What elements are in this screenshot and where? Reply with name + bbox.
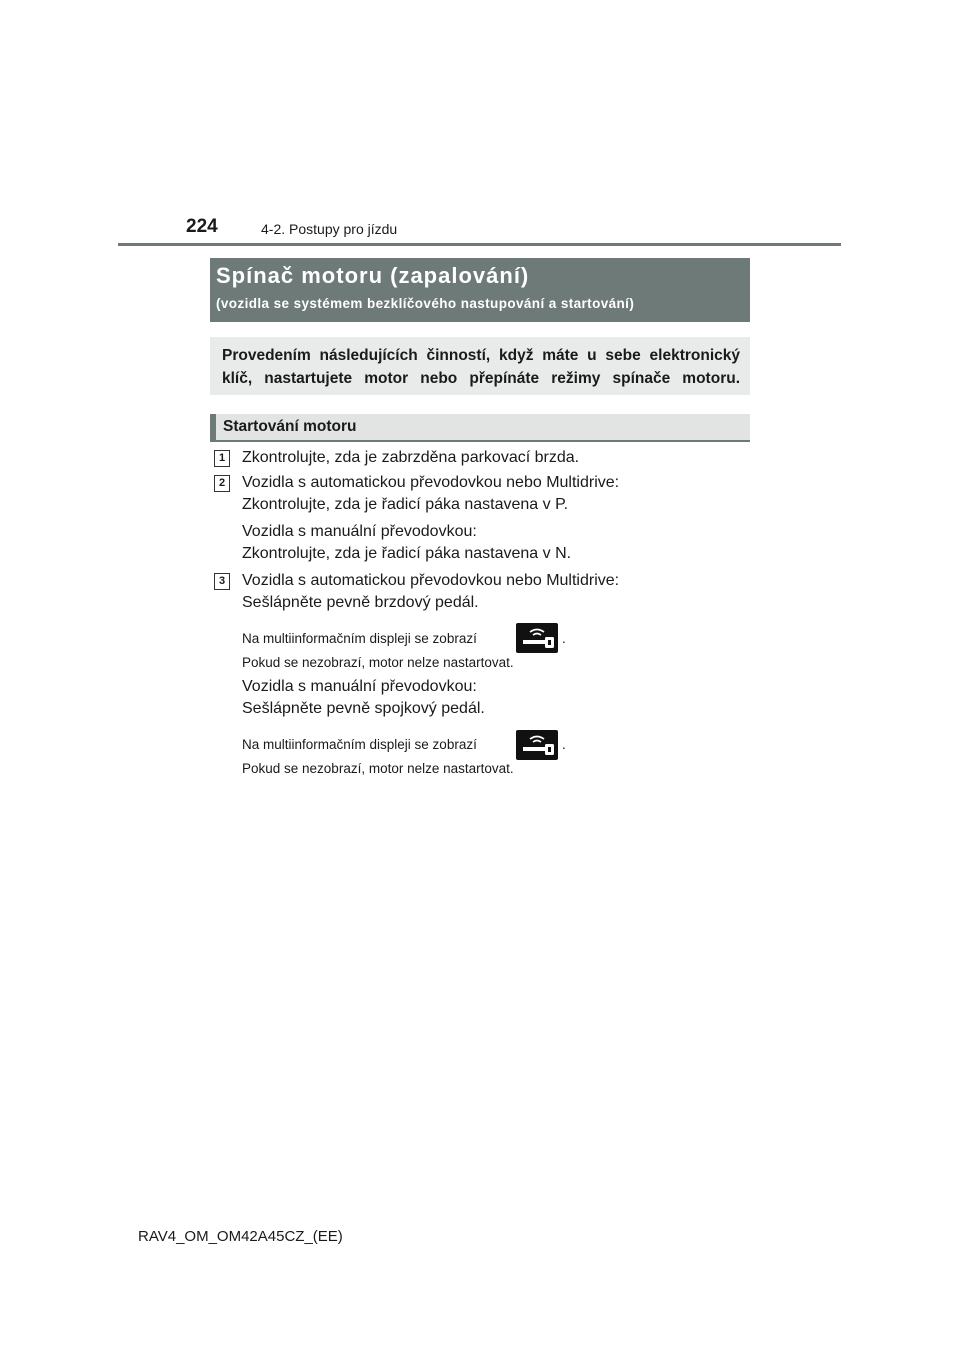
page-title: Spínač motoru (zapalování) [216, 263, 530, 288]
page-subtitle: (vozidla se systémem bezklíčového nastupování a startování) [216, 296, 635, 311]
title-box [210, 258, 750, 322]
step-2-manual-text: Zkontrolujte, zda je řadicí páka nastavena v N. [242, 545, 572, 562]
key-indicator-icon [516, 730, 558, 760]
intro-box [210, 337, 750, 395]
step-3-auto-note-end: . [562, 631, 566, 646]
step-3-auto-note: Na multiinformačním displeji se zobrazí [242, 631, 477, 646]
key-indicator-icon [516, 623, 558, 653]
step-number-1: 1 [214, 450, 230, 467]
step-3-auto-heading: Vozidla s automatickou převodovkou nebo Multidrive: [242, 572, 620, 589]
step-number-2: 2 [214, 475, 230, 492]
subsection-heading: Startování motoru [223, 418, 357, 435]
step-number-3: 3 [214, 573, 230, 590]
step-2-auto-heading: Vozidla s automatickou převodovkou nebo Multidrive: [242, 474, 620, 491]
step-3-auto-warning: Pokud se nezobrazí, motor nelze nastartovat. [242, 655, 514, 670]
step-2-manual-heading: Vozidla s manuální převodovkou: [242, 523, 477, 540]
step-3-manual-note-end: . [562, 737, 566, 752]
step-3-manual-text: Sešlápněte pevně spojkový pedál. [242, 700, 485, 717]
step-3-manual-heading: Vozidla s manuální převodovkou: [242, 678, 477, 695]
intro-text: Provedením následujících činností, když máte u sebe elektronický klíč, nastartujete motor nebo přepínáte režimy spínače motoru. [222, 347, 740, 387]
header-rule [118, 243, 841, 246]
subsection-heading-box [210, 414, 750, 442]
section-label: 4-2. Postupy pro jízdu [261, 221, 398, 237]
step-2-auto-text: Zkontrolujte, zda je řadicí páka nastavena v P. [242, 496, 569, 513]
step-1-text: Zkontrolujte, zda je zabrzděna parkovací brzda. [242, 449, 580, 466]
footer-doc-code: RAV4_OM_OM42A45CZ_(EE) [138, 1228, 343, 1245]
step-3-manual-note: Na multiinformačním displeji se zobrazí [242, 737, 477, 752]
step-3-manual-warning: Pokud se nezobrazí, motor nelze nastartovat. [242, 761, 514, 776]
subsection-accent-bar [210, 414, 216, 442]
step-3-auto-text: Sešlápněte pevně brzdový pedál. [242, 594, 479, 611]
page-number: 224 [186, 216, 218, 237]
